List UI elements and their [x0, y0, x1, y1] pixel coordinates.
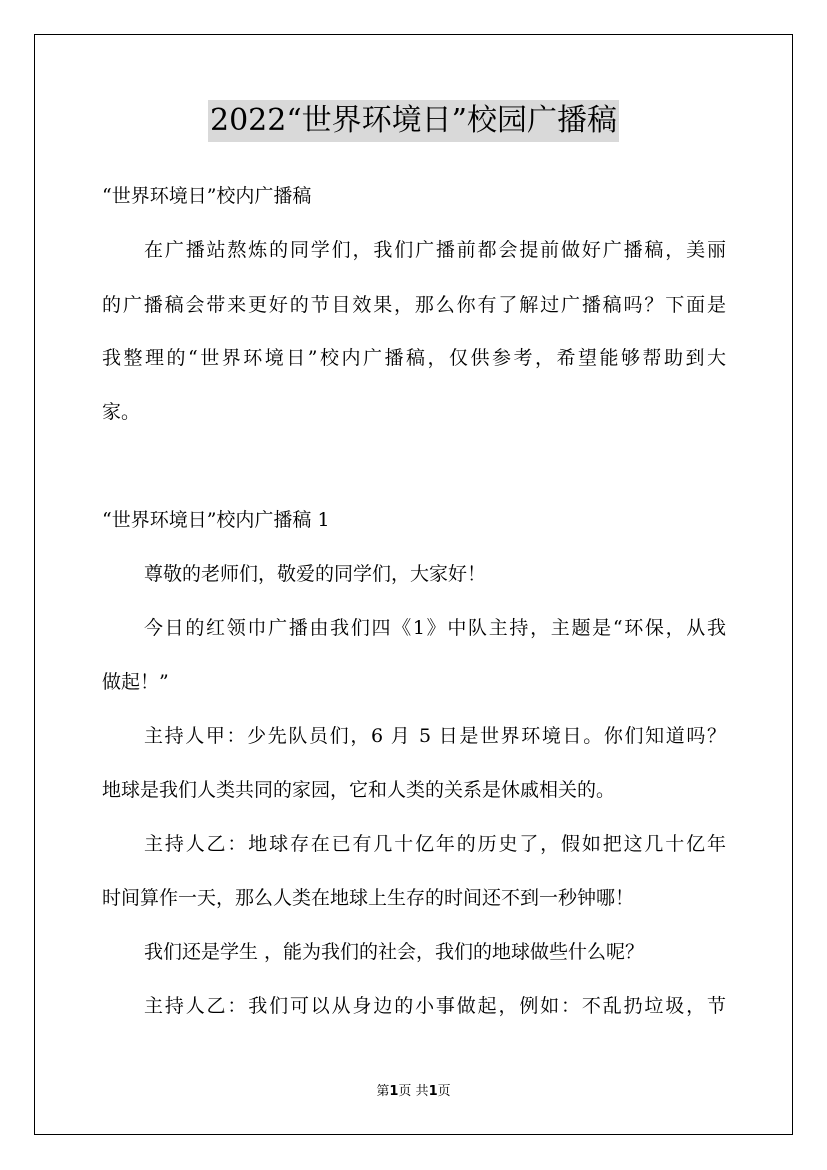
subtitle: “世界环境日”校内广播稿 [102, 185, 312, 207]
intro-line-3: 我整理的“世界环境日”校内广播稿，仅供参考，希望能够帮助到大 [102, 347, 726, 369]
footer-page-total: 1 [428, 1084, 438, 1099]
intro-line-1: 在广播站熬炼的同学们，我们广播前都会提前做好广播稿，美丽 [144, 239, 726, 261]
para4: 我们还是学生 ，能为我们的社会，我们的地球做些什么呢？ [144, 941, 645, 963]
para3-line-1: 主持人乙：地球存在已有几十亿年的历史了，假如把这几十亿年 [144, 833, 726, 855]
footer-page-number: 1 [389, 1084, 399, 1099]
intro-line-2: 的广播稿会带来更好的节目效果，那么你有了解过广播稿吗？下面是 [102, 294, 726, 316]
para2-line-2: 地球是我们人类共同的家园，它和人类的关系是休戚相关的。 [102, 779, 616, 801]
greeting: 尊敬的老师们，敬爱的同学们，大家好！ [144, 563, 487, 585]
para3-line-2: 时间算作一天，那么人类在地球上生存的时间还不到一秒钟哪！ [102, 887, 635, 909]
section-heading: “世界环境日”校内广播稿 1 [102, 509, 330, 531]
para1-line-2: 做起！” [102, 671, 169, 693]
para2-line-1: 主持人甲：少先队员们，6 月 5 日是世界环境日。你们知道吗？ [144, 725, 726, 747]
document-title-text: 2022“世界环境日”校园广播稿 [208, 100, 619, 142]
document-title [0, 100, 827, 142]
footer-page-prefix: 第 [376, 1084, 390, 1099]
para5: 主持人乙：我们可以从身边的小事做起，例如：不乱扔垃圾，节 [144, 995, 726, 1017]
intro-line-4: 家。 [102, 401, 141, 423]
para1-line-1: 今日的红领巾广播由我们四《1》中队主持，主题是“环保，从我 [144, 617, 726, 639]
page-footer [0, 1083, 827, 1101]
footer-page-suffix: 页 [437, 1084, 451, 1099]
footer-page-mid: 页 共 [398, 1084, 429, 1099]
